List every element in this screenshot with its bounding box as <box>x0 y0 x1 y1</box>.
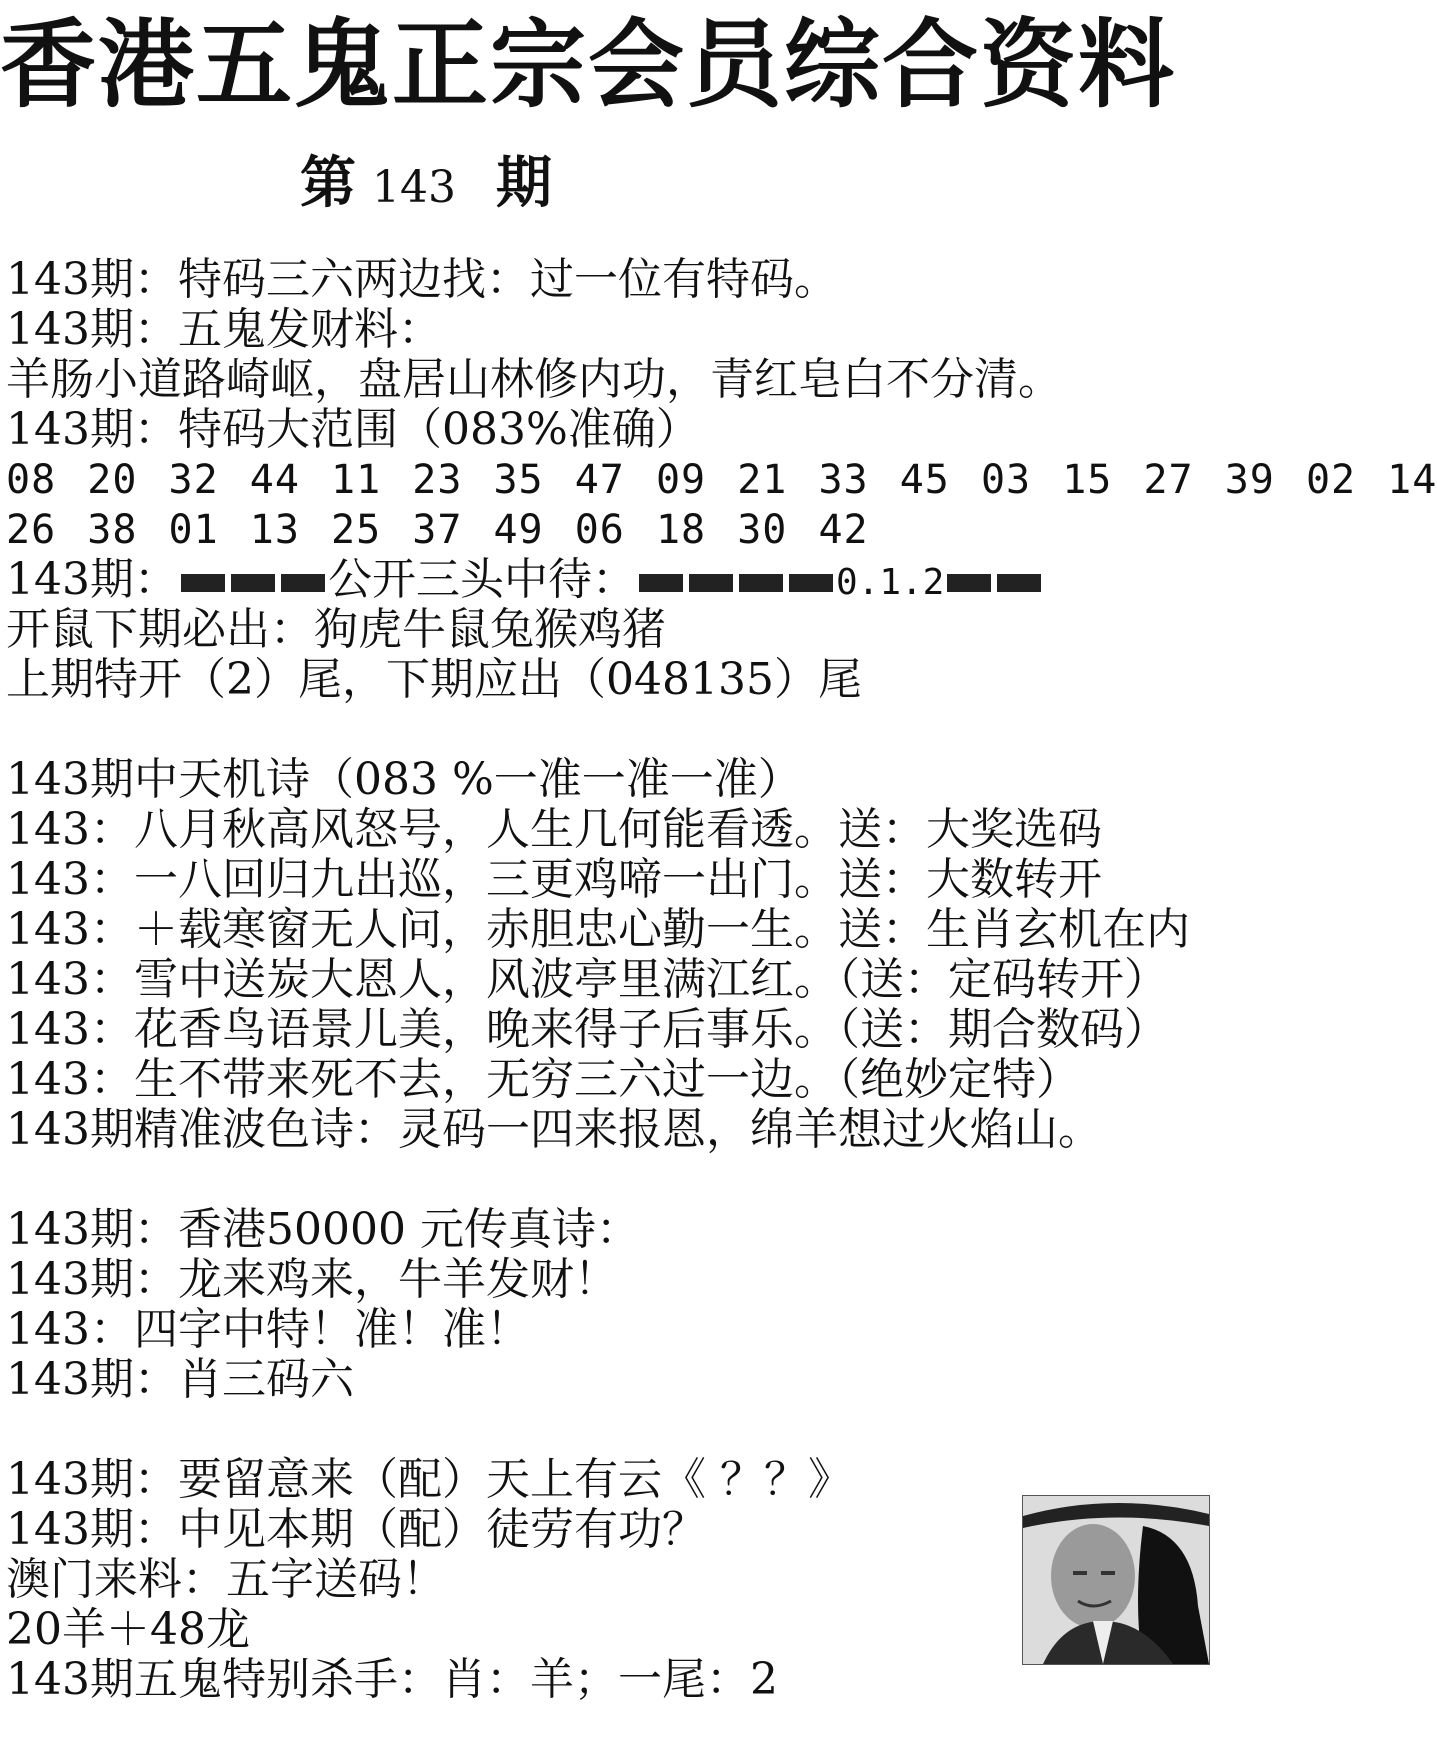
issue-suffix: 期 <box>495 150 552 216</box>
redaction-mark <box>689 574 733 592</box>
masked-line-middle: 公开三头中待： <box>327 554 636 605</box>
text-line: 143：花香鸟语景儿美，晚来得子后事乐。（送：期合数码） <box>6 1004 1168 1055</box>
text-line: 143期五鬼特别杀手：肖：羊；一尾：2 <box>6 1654 778 1705</box>
text-line: 143期：香港50000 元传真诗： <box>6 1204 640 1255</box>
text-line: 澳门来料：五字送码！ <box>6 1554 446 1605</box>
redaction-mark <box>281 574 325 592</box>
redaction-mark <box>997 574 1041 592</box>
redaction-mark <box>181 574 225 592</box>
text-line: 143期：中见本期（配）徒劳有功？ <box>6 1504 706 1555</box>
text-line: 143期：龙来鸡来，牛羊发财！ <box>6 1254 618 1305</box>
text-line: 143：＋载寒窗无人问，赤胆忠心勤一生。送：生肖玄机在内 <box>6 904 1190 955</box>
redaction-mark <box>947 574 991 592</box>
text-line: 上期特开（2）尾，下期应出（048135）尾 <box>6 654 862 705</box>
text-line: 143：八月秋高风怒号，人生几何能看透。送：大奖选码 <box>6 804 1102 855</box>
number-row: 26 38 01 13 25 37 49 06 18 30 42 <box>6 507 869 553</box>
text-line: 143：生不带来死不去，无穷三六过一边。（绝妙定特） <box>6 1054 1080 1105</box>
number-row: 08 20 32 44 11 23 35 47 09 21 33 45 03 15 27 39 02 14 <box>6 457 1437 503</box>
masked-line-prefix: 143期： <box>6 554 178 605</box>
portrait-photo <box>1022 1495 1210 1665</box>
text-line: 143期精准波色诗：灵码一四来报恩，绵羊想过火焰山。 <box>6 1104 1102 1155</box>
blank-line <box>6 1405 1236 1455</box>
redaction-mark <box>739 574 783 592</box>
masked-line <box>6 555 1236 605</box>
text-line: 143：四字中特！准！准！ <box>6 1304 530 1355</box>
redaction-mark <box>789 574 833 592</box>
text-line: 143：雪中送炭大恩人，风波亭里满江红。（送：定码转开） <box>6 954 1168 1005</box>
text-line: 143期：特码三六两边找：过一位有特码。 <box>6 254 838 305</box>
issue-prefix: 第 <box>300 150 356 216</box>
blank-line <box>6 1155 1236 1205</box>
text-line: 143期：五鬼发财料： <box>6 304 442 355</box>
page-title: 香港五鬼正宗会员综合资料 <box>0 8 1176 121</box>
text-line: 143期：肖三码六 <box>6 1354 354 1405</box>
text-line: 143期中天机诗（083 %一准一准一准） <box>6 754 802 805</box>
content-lines <box>6 254 1437 1705</box>
text-line: 143期：要留意来（配）天上有云《 ？？》 <box>6 1454 852 1505</box>
masked-line-tail: 0.1.2 <box>835 562 945 603</box>
blank-line <box>6 705 1236 755</box>
text-line: 143：一八回归九出巡，三更鸡啼一出门。送：大数转开 <box>6 854 1102 905</box>
portrait-illustration <box>1023 1496 1209 1664</box>
text-line: 羊肠小道路崎岖，盘居山林修内功，青红皂白不分清。 <box>6 354 1062 405</box>
text-line: 20羊＋48龙 <box>6 1604 250 1655</box>
redaction-mark <box>231 574 275 592</box>
issue-heading <box>300 148 552 223</box>
text-line: 开鼠下期必出：狗虎牛鼠兔猴鸡猪 <box>6 604 666 655</box>
text-line: 143期：特码大范围（083%准确） <box>6 404 700 455</box>
redaction-mark <box>639 574 683 592</box>
issue-number: 143 <box>372 162 456 213</box>
